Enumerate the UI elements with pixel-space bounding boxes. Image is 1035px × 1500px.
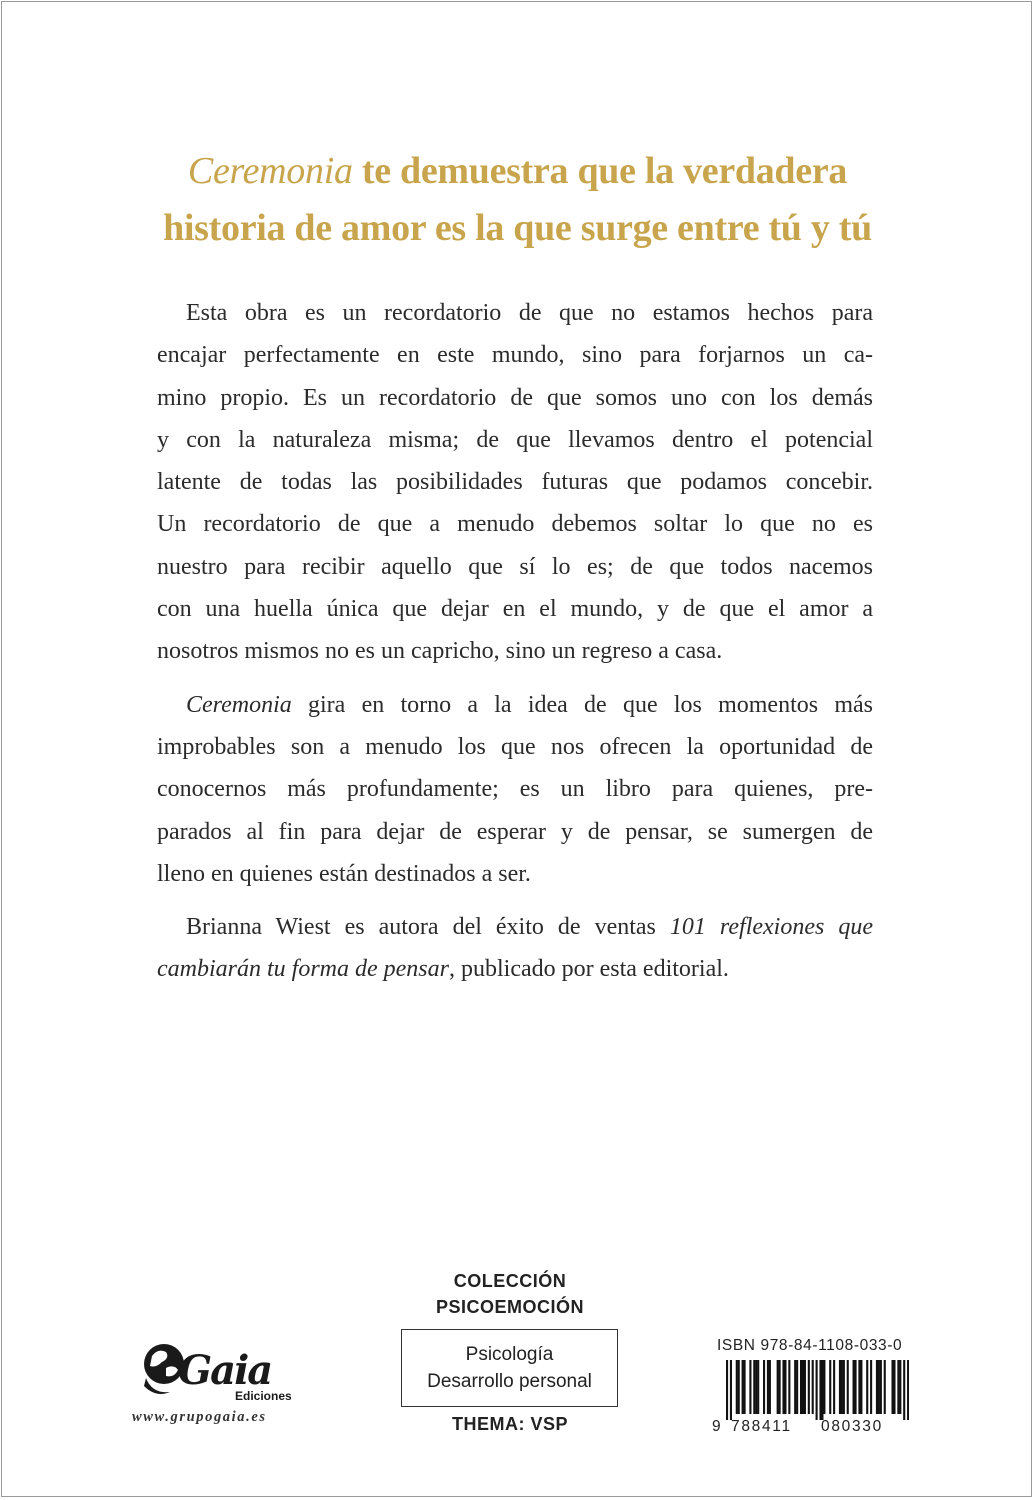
barcode-bar bbox=[884, 1360, 886, 1414]
barcode-bar bbox=[812, 1360, 814, 1414]
paragraph-2 bbox=[157, 684, 873, 895]
paragraph-1-line: Esta obra es un recordatorio de que no estamos hechos para bbox=[186, 300, 873, 326]
paragraph-2-line: conocernos más profundamente; es un libro para quienes, pre- bbox=[157, 776, 873, 803]
barcode-bar bbox=[730, 1360, 732, 1420]
barcode-bar bbox=[899, 1360, 901, 1414]
barcode-bar bbox=[816, 1360, 818, 1420]
barcode-group-1: 788411 bbox=[731, 1418, 792, 1435]
barcode-bar bbox=[788, 1360, 790, 1414]
collection-label-line-1: COLECCIÓN bbox=[453, 1271, 567, 1291]
paragraph-1-line: encajar perfectamente en este mundo, sino para forjarnos un ca- bbox=[157, 342, 873, 369]
paragraph-2-line: improbables son a menudo los que nos ofrecen la oportunidad de bbox=[157, 733, 873, 760]
paragraph-1-line: con una huella única que dejar en el mundo, y de que el amor a bbox=[157, 596, 873, 623]
back-cover-blurb bbox=[157, 292, 873, 1002]
paragraph-2-first-rest: gira en torno a la idea de que los momentos más bbox=[291, 691, 873, 718]
author-note-end: , publicado por esta editorial. bbox=[448, 956, 729, 983]
barcode-group-2: 080330 bbox=[821, 1418, 883, 1435]
genre-box bbox=[401, 1329, 618, 1407]
barcode-bar bbox=[819, 1360, 821, 1420]
paragraph-1 bbox=[157, 292, 873, 673]
barcode-bar bbox=[744, 1360, 746, 1414]
barcode-bar bbox=[736, 1360, 738, 1414]
barcode-bar bbox=[891, 1360, 893, 1414]
thema-code: THEMA: VSP bbox=[451, 1414, 568, 1434]
barcode-bar bbox=[839, 1360, 841, 1414]
barcode-bar bbox=[749, 1360, 751, 1414]
barcode-bar bbox=[897, 1360, 899, 1414]
book-title-italic: Ceremonia bbox=[186, 691, 292, 718]
paragraph-2-line bbox=[157, 684, 873, 726]
barcode-bar bbox=[823, 1360, 825, 1414]
barcode-bar bbox=[800, 1360, 802, 1414]
barcode-bar bbox=[794, 1360, 796, 1414]
paragraph-1-line: nuestro para recibir aquello que sí lo es; de que todos nacemos bbox=[157, 553, 873, 580]
barcode-bar bbox=[853, 1360, 855, 1414]
barcode-bar bbox=[769, 1360, 771, 1414]
isbn-barcode bbox=[726, 1360, 909, 1420]
barcode-bar bbox=[784, 1360, 786, 1414]
paragraph-3-line bbox=[157, 948, 873, 990]
barcode-bar bbox=[841, 1360, 843, 1414]
barcode-bar bbox=[847, 1360, 849, 1414]
publisher-website: www.grupogaia.es bbox=[132, 1409, 267, 1425]
barcode-bar bbox=[738, 1360, 740, 1414]
barcode-bar bbox=[829, 1360, 831, 1414]
barcode-bar bbox=[858, 1360, 860, 1414]
other-book-title-italic: 101 reflexiones que bbox=[669, 914, 873, 941]
barcode-bar bbox=[876, 1360, 878, 1414]
collection-label-line-2: PSICOEMOCIÓN bbox=[435, 1297, 584, 1317]
paragraph-1-line: mino propio. Es un recordatorio de que somos uno con los demás bbox=[157, 384, 873, 411]
barcode-bar bbox=[777, 1360, 779, 1414]
headline-line-1-rest: te demuestra que la verdadera bbox=[352, 150, 848, 192]
logo-wordmark: Gaia bbox=[178, 1347, 272, 1394]
isbn-label: ISBN 978-84-1108-033-0 bbox=[717, 1337, 903, 1354]
paragraph-3-line bbox=[157, 906, 873, 948]
barcode-bar bbox=[755, 1360, 757, 1414]
headline-title-italic: Ceremonia bbox=[187, 150, 353, 192]
barcode-bar bbox=[742, 1360, 744, 1414]
barcode-bar bbox=[870, 1360, 872, 1414]
barcode-bar bbox=[757, 1360, 759, 1414]
paragraph-2-line: parados al fin para dejar de esperar y de pensar, se sumergen de bbox=[157, 818, 873, 845]
barcode-bar bbox=[854, 1360, 856, 1414]
barcode-bar bbox=[860, 1360, 862, 1414]
genre-line-2: Desarrollo personal bbox=[427, 1371, 592, 1392]
paragraph-1-line: latente de todas las posibilidades futuras que podamos concebir. bbox=[157, 469, 873, 496]
headline-line-1 bbox=[90, 143, 945, 200]
barcode-bar bbox=[880, 1360, 882, 1414]
barcode-bar bbox=[866, 1360, 868, 1414]
headline bbox=[90, 143, 945, 257]
barcode-bar bbox=[726, 1360, 728, 1420]
gaia-ediciones-logo bbox=[140, 1338, 320, 1408]
barcode-bar bbox=[753, 1360, 755, 1414]
barcode-bar bbox=[804, 1360, 806, 1414]
paragraph-1-line: Un recordatorio de que a menudo debemos soltar lo que no es bbox=[157, 511, 873, 538]
headline-line-2: historia de amor es la que surge entre tú y tú bbox=[163, 207, 872, 249]
genre-line-1: Psicología bbox=[465, 1344, 554, 1365]
barcode-bar bbox=[893, 1360, 895, 1414]
barcode-bar bbox=[878, 1360, 880, 1414]
logo-subtext: Ediciones bbox=[235, 1389, 292, 1403]
other-book-title-italic: cambiarán tu forma de pensar bbox=[157, 956, 449, 983]
collection-label bbox=[400, 1268, 620, 1320]
barcode-bar bbox=[907, 1360, 909, 1420]
paragraph-1-line: y con la naturaleza misma; de que llevamos dentro el potencial bbox=[157, 426, 873, 453]
barcode-bar bbox=[903, 1360, 905, 1420]
barcode-bar bbox=[782, 1360, 784, 1414]
barcode-bar bbox=[821, 1360, 823, 1420]
barcode-bar bbox=[763, 1360, 765, 1414]
barcode-digits bbox=[712, 1418, 912, 1440]
paragraph-1-line: nosotros mismos no es un capricho, sino un regreso a casa. bbox=[157, 638, 723, 665]
barcode-bar bbox=[833, 1360, 835, 1414]
barcode-bar bbox=[796, 1360, 798, 1414]
barcode-bar bbox=[802, 1360, 804, 1414]
barcode-lead-digit: 9 bbox=[712, 1418, 721, 1435]
barcode-bar bbox=[767, 1360, 769, 1414]
barcode-bar bbox=[779, 1360, 781, 1414]
barcode-bar bbox=[843, 1360, 845, 1414]
author-note: Brianna Wiest es autora del éxito de ventas bbox=[186, 914, 670, 941]
barcode-bar bbox=[808, 1360, 810, 1414]
paragraph-2-line: lleno en quienes están destinados a ser. bbox=[157, 860, 531, 887]
paragraph-3 bbox=[157, 906, 873, 991]
